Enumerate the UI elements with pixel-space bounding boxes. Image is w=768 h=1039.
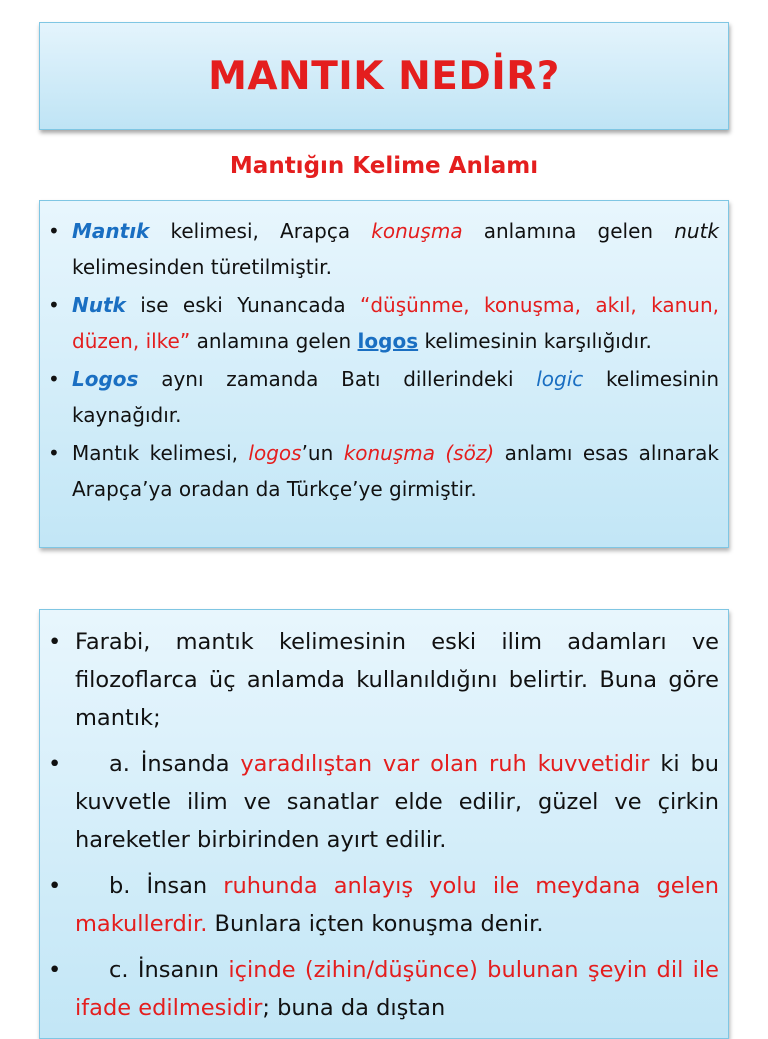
bullet-icon: • <box>48 441 60 465</box>
list-item <box>48 287 719 359</box>
list-item <box>48 361 719 433</box>
text-segment: kelimesinin kaynağıdır. <box>72 367 719 427</box>
text-segment: anlamına gelen <box>462 219 675 243</box>
term-mantik: Mantık <box>72 219 150 243</box>
logos-link[interactable]: logos <box>357 329 419 353</box>
text-segment: b. İnsan <box>109 873 224 899</box>
bullet-icon: • <box>48 219 60 243</box>
text-segment: c. İnsanın <box>109 957 229 983</box>
list-item <box>48 867 719 943</box>
text-segment: kelimesi, Arapça <box>149 219 372 243</box>
text-segment: Mantık kelimesi, <box>72 441 249 465</box>
term-logic: logic <box>536 367 584 391</box>
page-title: MANTIK NEDİR? <box>208 53 560 99</box>
term-konusma: konuşma <box>371 219 463 243</box>
bullet-icon: • <box>48 367 60 391</box>
text-segment: ise eski Yunancada <box>125 293 360 317</box>
highlight-text: içinde (zihin/düşünce) bulunan şeyin dil ile ifade edilmesidir <box>75 957 719 1021</box>
list-item <box>48 435 719 507</box>
text-segment: Farabi, mantık kelimesinin eski ilim adamları ve filozoflarca üç anlamda kullanıldığını belirtir. Buna göre mantık; <box>75 629 719 731</box>
text-segment: anlamına gelen <box>190 329 358 353</box>
section-subtitle: Mantığın Kelime Anlamı <box>229 153 539 179</box>
text-segment: kelimesinin karşılığıdır. <box>418 329 652 353</box>
highlight-text: ruhunda anlayış yolu ile meydana gelen makullerdir. <box>75 873 719 937</box>
quoted-meanings: “düşünme, konuşma, akıl, kanun, düzen, ilke” <box>72 293 720 353</box>
term-konusma-soz: konuşma (söz) <box>343 441 495 465</box>
text-segment: a. İnsanda <box>109 751 241 777</box>
list-item <box>48 623 719 737</box>
text-segment: kelimesinden türetilmiştir. <box>72 255 332 279</box>
bullet-icon: • <box>48 293 60 317</box>
highlight-text: yaradılıştan var olan ruh kuvvetidir <box>240 751 650 777</box>
bullet-icon: • <box>48 957 62 983</box>
list-item <box>48 213 719 285</box>
term-nutk: Nutk <box>72 293 126 317</box>
definition-box <box>39 200 729 548</box>
definition-list <box>48 213 719 507</box>
list-item <box>48 745 719 859</box>
text-segment: anlamı esas alınarak Arapça’ya oradan da Türkçe’ye girmiştir. <box>72 441 719 501</box>
bullet-icon: • <box>48 873 62 899</box>
title-box <box>39 22 729 130</box>
farabi-list <box>48 623 719 1027</box>
text-segment: aynı zamanda Batı dillerindeki <box>138 367 537 391</box>
term-nutk: nutk <box>674 219 720 243</box>
bullet-icon: • <box>48 751 62 777</box>
farabi-box <box>39 609 729 1039</box>
text-segment: ’un <box>301 441 344 465</box>
text-segment: ki bu kuvvetle ilim ve sanatlar elde edilir, güzel ve çirkin hareketler birbirinden ayırt edilir. <box>75 751 719 853</box>
text-segment: Bunlara içten konuşma denir. <box>207 911 544 937</box>
term-logos: Logos <box>72 367 139 391</box>
list-item <box>48 951 719 1027</box>
text-segment: ; buna da dıştan <box>262 995 446 1021</box>
bullet-icon: • <box>48 629 62 655</box>
term-logos: logos <box>248 441 302 465</box>
